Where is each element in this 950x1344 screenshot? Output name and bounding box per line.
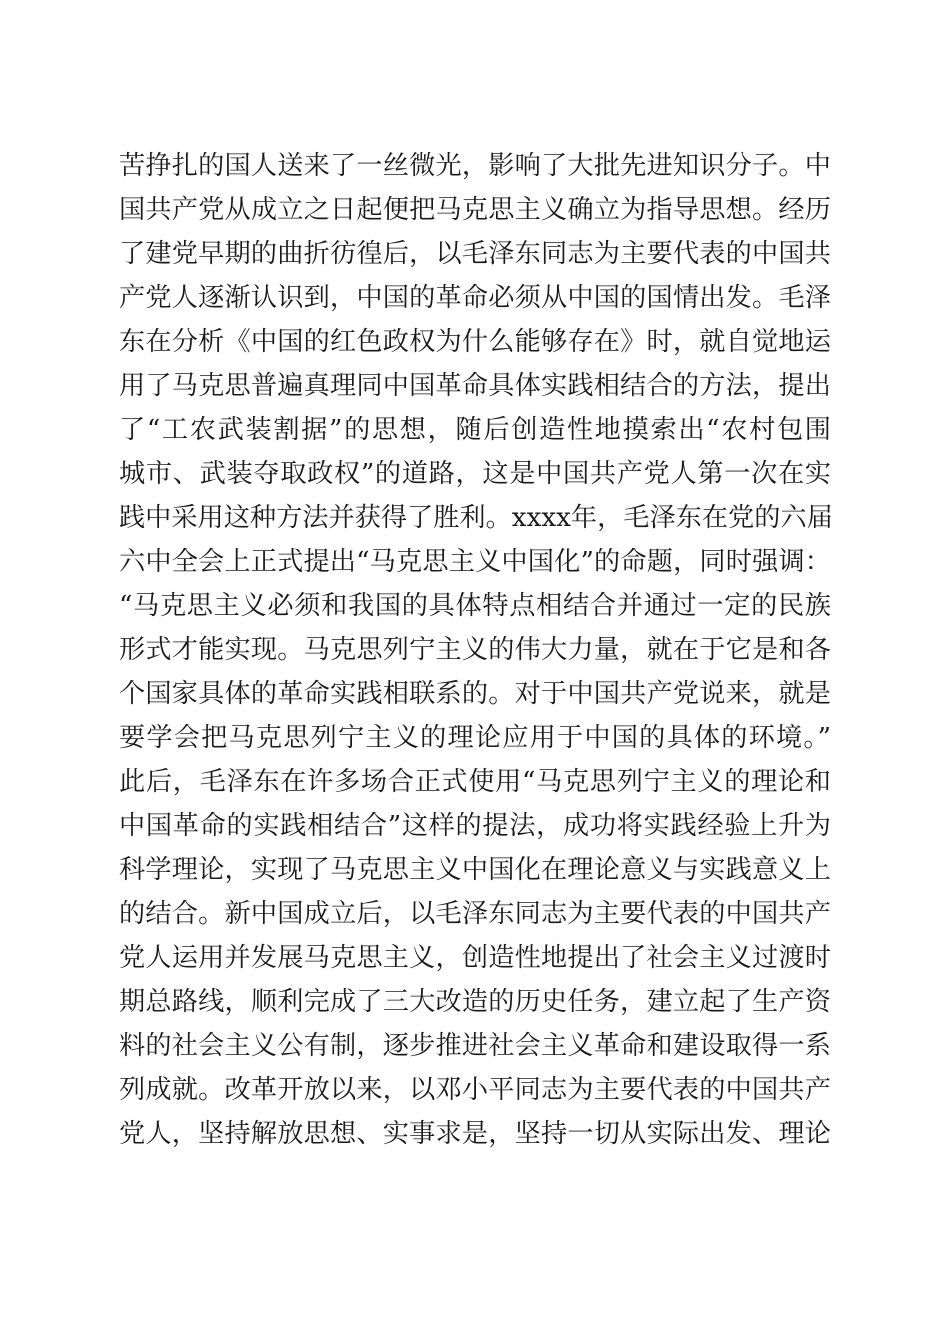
text-line-23: 党人，坚持解放思想、实事求是，坚持一切从实际出发、理论 bbox=[119, 1119, 831, 1149]
text-line-3: 了建党早期的曲折彷徨后，以毛泽东同志为主要代表的中国共 bbox=[119, 239, 831, 269]
text-line-17: 科学理论，实现了马克思主义中国化在理论意义与实践意义上 bbox=[119, 855, 831, 885]
text-line-11: “马克思主义必须和我国的具体特点相结合并通过一定的民族 bbox=[119, 591, 831, 621]
text-line-14: 要学会把马克思列宁主义的理论应用于中国的具体的环境。” bbox=[119, 723, 831, 753]
text-line-16: 中国革命的实践相结合”这样的提法，成功将实践经验上升为 bbox=[119, 811, 831, 841]
text-line-8: 城市、武装夺取政权”的道路，这是中国共产党人第一次在实 bbox=[119, 459, 831, 489]
text-line-15: 此后，毛泽东在许多场合正式使用“马克思列宁主义的理论和 bbox=[119, 767, 831, 797]
text-line-21: 料的社会主义公有制，逐步推进社会主义革命和建设取得一系 bbox=[119, 1031, 831, 1061]
text-line-20: 期总路线，顺利完成了三大改造的历史任务，建立起了生产资 bbox=[119, 987, 831, 1017]
text-line-6: 用了马克思普遍真理同中国革命具体实践相结合的方法，提出 bbox=[119, 371, 831, 401]
text-line-5: 东在分析《中国的红色政权为什么能够存在》时，就自觉地运 bbox=[119, 327, 831, 357]
text-line-4: 产党人逐渐认识到，中国的革命必须从中国的国情出发。毛泽 bbox=[119, 283, 831, 313]
text-line-12: 形式才能实现。马克思列宁主义的伟大力量，就在于它是和各 bbox=[119, 635, 831, 665]
body-text bbox=[119, 144, 831, 1156]
text-line-13: 个国家具体的革命实践相联系的。对于中国共产党说来，就是 bbox=[119, 679, 831, 709]
text-line-1: 苦挣扎的国人送来了一丝微光，影响了大批先进知识分子。中 bbox=[119, 151, 831, 181]
text-line-18: 的结合。新中国成立后，以毛泽东同志为主要代表的中国共产 bbox=[119, 899, 831, 929]
text-line-2: 国共产党从成立之日起便把马克思主义确立为指导思想。经历 bbox=[119, 195, 831, 225]
text-line-22: 列成就。改革开放以来，以邓小平同志为主要代表的中国共产 bbox=[119, 1075, 831, 1105]
text-line-19: 党人运用并发展马克思主义，创造性地提出了社会主义过渡时 bbox=[119, 943, 831, 973]
text-line-7: 了“工农武装割据”的思想，随后创造性地摸索出“农村包围 bbox=[119, 415, 831, 445]
text-line-9: 践中采用这种方法并获得了胜利。xxxx年，毛泽东在党的六届 bbox=[119, 503, 833, 533]
text-line-10: 六中全会上正式提出“马克思主义中国化”的命题，同时强调： bbox=[119, 547, 831, 577]
